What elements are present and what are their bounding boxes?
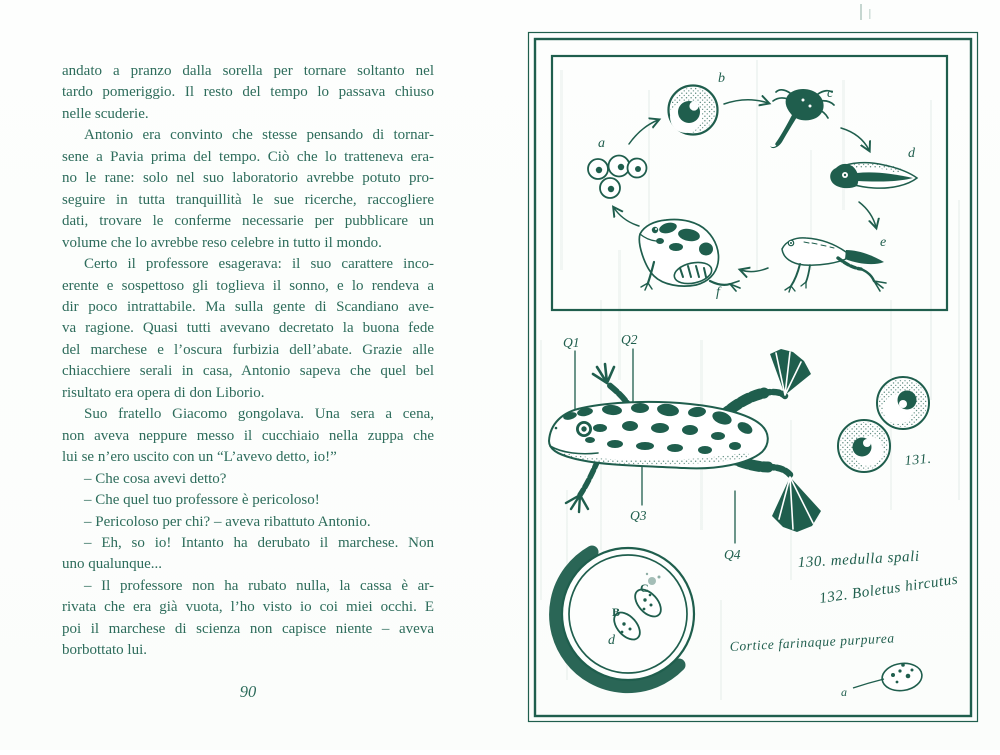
young-tadpole [770,89,834,148]
text-line: nelle scuderie. [62,105,149,122]
text-line: va ragione. Quasi tutti avevano decretato la buona fede [62,320,434,337]
frog-label-q1: Q1 [563,335,580,350]
handwritten-notes [729,549,959,654]
text-line: andato a pranzo dalla sorella per tornare soltanto nel [62,63,434,79]
text-line: Suo fratello Giacomo gongolava. Una sera a cena, [84,406,434,423]
text-line: – Pericoloso per chi? – aveva ribattuto Antonio. [84,513,371,530]
text-line: – Che quel tuo professore è pericoloso! [84,492,320,509]
page-number: 90 [239,682,257,701]
petri-dish-figure [556,548,694,687]
text-line: – Il professore non ha rubato nulla, la cassa è ar- [84,577,434,594]
cycle-arrow [841,128,869,150]
text-line: uno qualunque... [62,556,162,573]
tadpole [830,163,917,189]
text-line: tardo pomeriggio. Il resto del tempo lo passava chiuso [62,84,434,101]
frog-label-q2: Q2 [621,332,638,347]
text-line: no le rane: solo nel suo laboratorio avrebbe potuto pro- [62,170,434,187]
dish-label-c: C [640,581,649,595]
cycle-label-d: d [908,146,915,161]
text-line: borbottato lui. [62,642,147,659]
egg-pair-figure [838,377,932,472]
frog-label-q4: Q4 [724,547,741,562]
froglet [782,238,886,292]
text-line: non aveva neppure messo il cucchiaio nella zuppa che [62,427,434,444]
specimen-sketch [841,661,924,699]
text-line: sene a Pavia prima del tempo. Ciò che lo tratteneva era- [62,148,434,165]
dish-label-b: B [612,605,621,619]
text-line: – Eh, so io! Intanto ha derubato il marchese. Non [84,534,434,551]
text-line: dir poco intrattabile. Ma sulla gente di Scandiano ave- [62,298,434,315]
large-frog-figure [549,332,821,562]
handwritten-line-3: Cortice farinaque purpurea [729,630,896,654]
text-line: lui se n’ero uscito con un “L’avevo detto, io!” [62,449,337,466]
cycle-label-b: b [718,71,725,86]
text-line: erente e sospettoso gli toglieva il sonno, e lo rendeva a [62,277,434,294]
text-line: rivata che era già vuota, l’ho visto io coi miei occhi. E [62,599,434,616]
egg-cluster [588,156,647,199]
cycle-label-f: f [716,285,720,300]
frog-plate-svg [500,0,1000,750]
cycle-arrow [859,202,876,227]
text-line: risultato era opera di don Liborio. [62,384,265,401]
left-page [0,0,500,750]
text-line: del marchese e l’oscura furbizia dell’abate. Grazie alle [62,341,434,358]
adult-frog-small [639,219,740,291]
cycle-label-a: a [598,136,605,151]
text-line: seguire in tutta tranquillità le sue ricerche, raccogliere [62,191,434,208]
frog-label-q3: Q3 [630,508,647,523]
text-line: poi il marchese di scienza non capisce niente – aveva [62,620,434,637]
specimen-label: a [841,685,848,699]
handwritten-line-1: 130. medulla spali [797,548,921,571]
text-line: chiacchiere serali in casa, Antonio sapeva che quel bel [62,363,434,380]
text-line: Certo il professore esagerava: il suo carattere inco- [84,256,434,273]
cycle-arrow [614,208,639,226]
cycle-arrow [741,268,768,272]
cycle-arrow [724,100,768,104]
cycle-arrow [629,120,658,144]
handwritten-line-2: 132. Boletus hircutus [818,571,960,607]
life-cycle-figure [588,71,917,300]
text-line: Antonio era convinto che stesse pensando di tornar- [84,127,434,144]
fertilized-egg [669,86,718,135]
text-line: volume che lo avrebbe reso celebre in tutto il mondo. [62,234,382,251]
dish-label-d: d [608,633,615,648]
cycle-label-e: e [880,235,887,250]
cycle-label-c: c [827,86,834,101]
body-text [62,61,434,662]
egg-figure-number: 131. [904,451,933,469]
text-line: dati, trovare le conferme necessarie per pubblicare un [62,213,434,230]
right-page-illustration [500,0,1000,750]
text-line: – Che cosa avevi detto? [84,470,227,487]
